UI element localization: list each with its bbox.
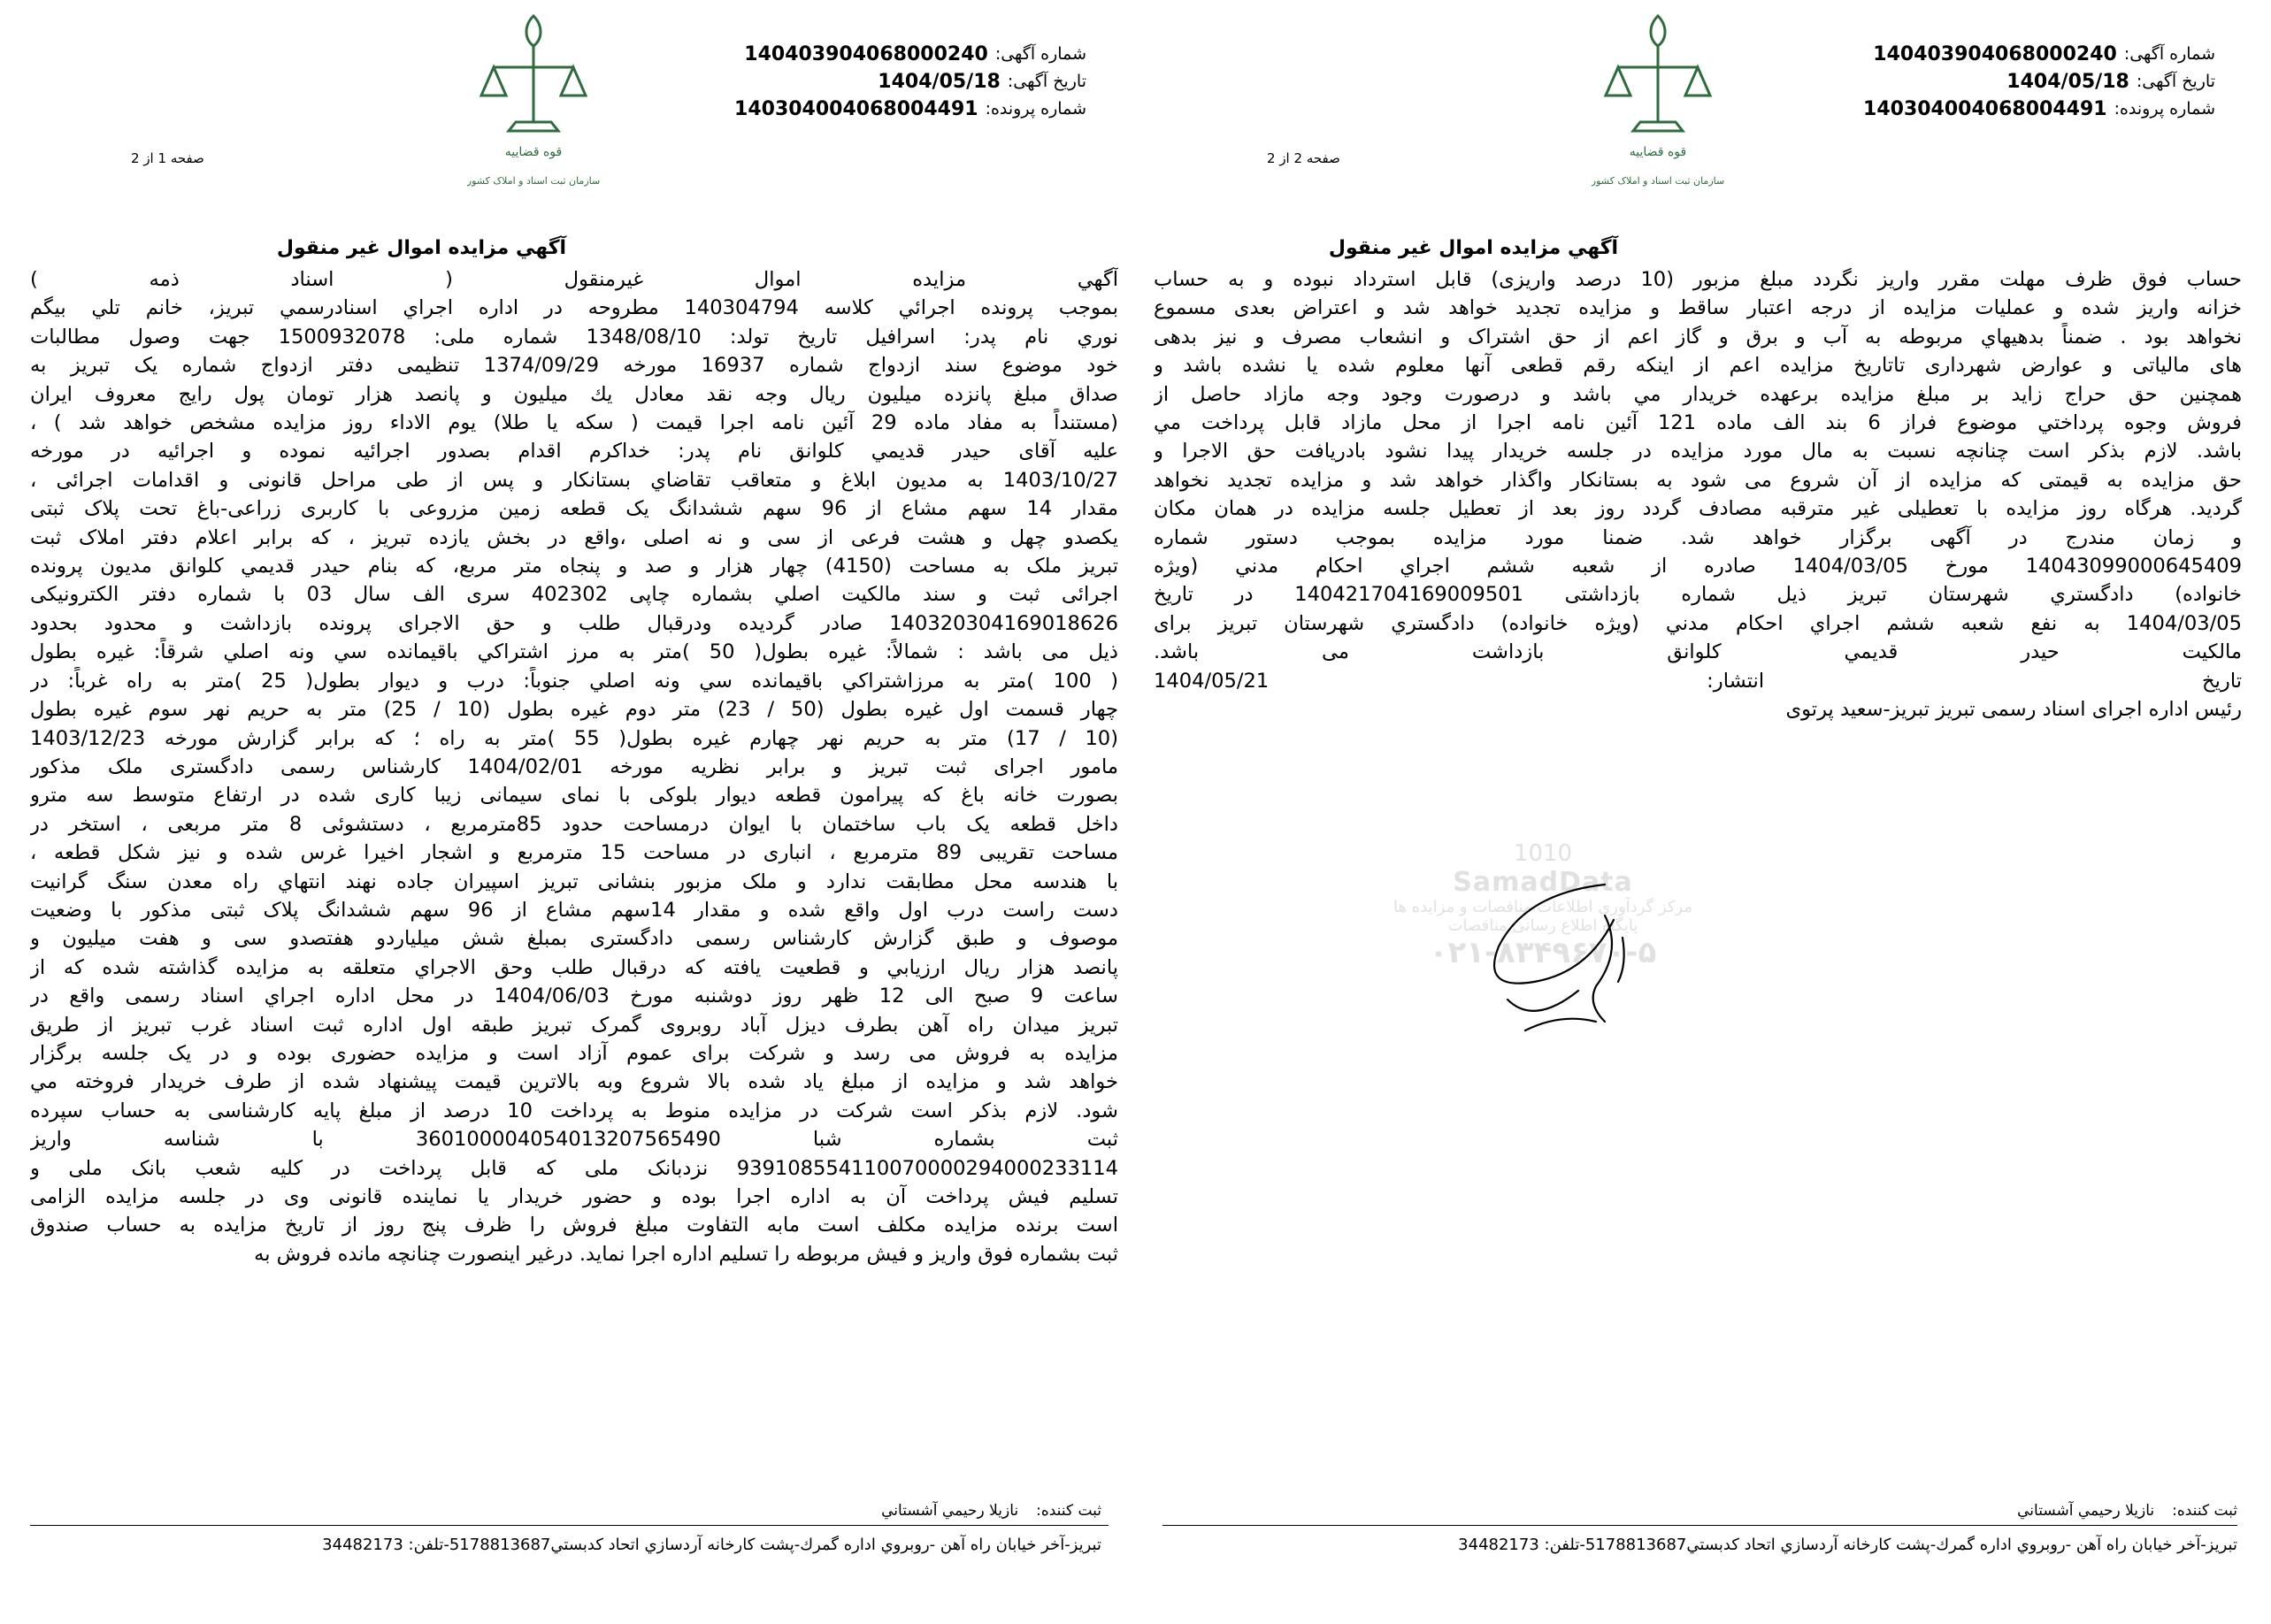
body-line: داخل قطعه يک باب ساختمان با ايوان درمساحت حدود 85مترمربع ، دستشوئی 8 متر مربعی ، استخر در — [30, 812, 1118, 836]
ad-date-label: تاريخ آگهی: — [1007, 72, 1086, 91]
watermark-phone: ۰۲۱-۸۳۴۹۶۷۰-۵ — [1429, 935, 1657, 970]
body-line: ساعت 9 صبح الی 12 ظهر روز دوشنبه مورخ 1404/06/03 در محل اداره اجراي اسناد رسمی واقع در — [30, 984, 1118, 1008]
body-line: مالكيت حيدر قديمي كلوانق بازداشت می باشد. — [1154, 640, 2242, 664]
ad-meta — [715, 41, 1086, 123]
registrar-label: ثبت كننده: — [1036, 1502, 1101, 1520]
case-number: 140304004068004491 — [734, 98, 978, 120]
body-line: بموجب پرونده اجرائي كلاسه 140304794 مطروحه در اداره اجراي اسنادرسمي تبريز، خانم تلي بيگم — [30, 296, 1118, 320]
ad-number-label: شماره آگهی: — [2123, 44, 2215, 64]
registrar-label: ثبت كننده: — [2172, 1502, 2237, 1520]
case-number-label: شماره پرونده: — [985, 99, 1086, 119]
watermark-tagline-2: پایگاه اطلاع رسانی مناقصات — [1447, 916, 1638, 935]
watermark-tagline: مرکز گردآوری اطلاعات مناقصات و مزایده ها — [1393, 898, 1692, 916]
body-line: 1403/10/27 به مديون ابلاغ و متعاقب تقاضاي بستانكار و پس از طی مراحل قانونی و اقدامات اجرائی ، — [30, 468, 1118, 492]
footer-divider — [30, 1525, 1109, 1526]
registrar-name: نازيلا رحيمي آشستاني — [881, 1502, 1019, 1520]
body-line: (مستنداً به مفاد ماده 29 آئين نامه اجرا قيمت ( سكه يا طلا) يوم الاداء روز مزايده مشخص خواهد شد ) ، — [30, 411, 1118, 435]
ad-date: 1404/05/18 — [878, 71, 1001, 93]
page-header — [0, 0, 1135, 212]
body-line: چهار قسمت اول غيره بطول (50 / 23) متر دوم غيره بطول (10 / 25) متر به حريم نهر سوم غيره بطول — [30, 698, 1118, 722]
body-line: (10 / 17) متر به حريم نهر چهارم غيره بطول( 55 )متر به راه ؛ که برابر گزارش مورخه 1403/12/23 — [30, 726, 1118, 750]
body-line: 140320304169018626 صادر گرديده ودرقبال طلب و حق الاجرای پرونده بازداشت و محدود بحدود — [30, 611, 1118, 635]
body-line: 1404/03/05 به نفع شعبه ششم اجراي احكام مدني (ويژه خانواده) دادگستري شهرستان تبريز برای — [1154, 611, 2242, 635]
emblem-org: سازمان ثبت اسناد و املاک کشور — [1592, 175, 1724, 187]
body-line: ثبت بشماره شبا 360100004054013207565490 با شناسه واريز — [30, 1128, 1118, 1152]
body-line: خزانه واريز شده و عمليات مزايده از درجه اعتبار ساقط و مزايده تجديد خواهد شد و اعتراض بعدی مسموع — [1154, 296, 2242, 320]
ad-number-row — [715, 41, 1086, 68]
judiciary-emblem-icon — [1592, 7, 1724, 202]
page-1 — [0, 0, 1135, 1624]
body-line: رئيس اداره اجرای اسناد رسمی تبريز تبريز-سعيد پرتوی — [1785, 698, 2242, 722]
body-line: مامور اجرای ثبت تبريز و برابر نظريه مورخه 1404/02/01 کارشناس رسمی دادگستری ملک مذکور — [30, 755, 1118, 778]
body-line: تاريخ انتشار: 1404/05/21 — [1154, 669, 2242, 693]
body-line: نوري نام پدر: اسرافيل تاريخ تولد: 1348/08/10 شماره ملی: 1500932078 جهت وصول مطالبات — [30, 325, 1118, 349]
body-line: نخواهد بود . ضمناً بدهيهاي مربوطه به آب و برق و گاز اعم از حق اشتراک و انشعاب مصرف و نيز بدهی — [1154, 325, 2242, 349]
ad-number: 140403904068000240 — [744, 43, 988, 65]
body-line: تسليم فيش پرداخت آن به اداره اجرا بوده و حضور خريدار يا نماينده قانونی وی در جلسه مزايده الزامی — [30, 1185, 1118, 1208]
body-line: همچنين حق حراج زايد بر مبلغ مزايده برعهده خريدار مي باشد و درصورت وجود وجه مازاد حاصل از — [1154, 382, 2242, 406]
body-line: بصورت خانه باغ که پيرامون قطعه ديوار بلوکی با نمای سيمانی زيبا کاری شده در ارتفاع متوسط سه مترو — [30, 784, 1118, 808]
page-number: صفحه 1 از 2 — [131, 150, 204, 166]
body-line: تبريز ملک به مساحت (4150) چهار هزار و صد و پنجاه متر مربع، که بنام حيدر قديمي كلوانق مديون پرونده — [30, 555, 1118, 578]
body-line: 14043099000645409 مورخ 1404/03/05 صادره از شعبه ششم اجراي احكام مدني (ويژه — [1154, 555, 2242, 578]
body-line: دست راست درب اول واقع شده و مقدار 14سهم مشاع از 96 سهم ششدانگ پلاک ثبتی مذکور با وضعيت — [30, 898, 1118, 922]
body-line: و زمان مندرج در آگهی برگزار خواهد شد. ضمنا مورد مزايده بموجب دستور شماره — [1154, 525, 2242, 549]
emblem-org: سازمان ثبت اسناد و املاک کشور — [467, 175, 600, 187]
body-line: های مالياتی و عوارض شهرداری تاتاريخ مزايده اعم از اينكه رقم قطعی آنها معلوم شده يا نشده باشد و — [1154, 354, 2242, 378]
case-number: 140304004068004491 — [1863, 98, 2107, 120]
case-number-label: شماره پرونده: — [2114, 99, 2215, 119]
signature-icon — [1472, 867, 1649, 1053]
body-line: ذيل می باشد : شمالاً: غيره بطول( 50 )متر به مرز اشتراکي باقيمانده سي ونه اصلي شرقاً: غيره بطول — [30, 640, 1118, 664]
ad-date-label: تاريخ آگهی: — [2136, 72, 2215, 91]
ad-date-row — [715, 68, 1086, 96]
body-line: است برنده مزايده مكلف است مابه التفاوت مبلغ فروش را ظرف پنج روز از تاريخ مزايده به حساب صندوق — [30, 1214, 1118, 1237]
body-line: صداق مبلغ پانزده ميليون ريال وجه نقد معادل يك ميليون و پانصد هزار تومان پول رايج معروف ايران — [30, 382, 1118, 406]
body-line: آگهي مزايده اموال غيرمنقول ( اسناد ذمه ) — [30, 268, 1118, 291]
ad-number-row — [1826, 41, 2215, 68]
ad-date: 1404/05/18 — [2006, 71, 2129, 93]
emblem-caption: قوه قضاييه — [1629, 145, 1687, 159]
body-line: باشد. لازم بذکر است چنانچه نسبت به مال مورد مزايده در جلسه خريدار پيدا نشود بادريافت حق الاجرا و — [1154, 440, 2242, 463]
body-text — [1154, 265, 2242, 724]
body-text — [30, 265, 1118, 1268]
case-number-row — [715, 96, 1086, 123]
registrar-name: نازيلا رحيمي آشستاني — [2017, 1502, 2155, 1520]
body-line: حساب فوق ظرف مهلت مقرر واريز نگردد مبلغ مزبور (10 درصد واريزی) قابل استرداد نبوده و به حساب — [1154, 268, 2242, 291]
registrar — [881, 1502, 1101, 1520]
ad-number-label: شماره آگهی: — [994, 44, 1086, 64]
body-line: عليه آقای حيدر قديمي كلوانق نام پدر: خداكرم اقدام بصدور اجرائيه نموده و اجرائيه در مورخه — [30, 440, 1118, 463]
body-line: گرديد. هرگاه روز مزايده با تعطيلی غير مترقبه مصادف گردد روز بعد از تعطيل جلسه مزايده در همان مکان — [1154, 497, 2242, 521]
emblem-caption: قوه قضاييه — [504, 145, 563, 159]
body-line: ( 100 )متر به مرزاشتراکي باقيمانده سي ونه اصلي جنوباً: درب و ديوار بطول( 25 )متر به راه غرباً: در — [30, 669, 1118, 693]
body-line: پانصد هزار ريال ارزيابي و قطعيت يافته كه درقبال طلب وحق الاجراي متعلقه به مزايده گذاشته شده كه از — [30, 955, 1118, 979]
body-line: مزايده به فروش می رسد و شرکت برای عموم آزاد است و مزايده حضوری بوده و در يک جلسه برگزار — [30, 1041, 1118, 1065]
page-number: صفحه 2 از 2 — [1267, 150, 1340, 166]
page-title: آگهي مزايده اموال غير منقول — [276, 237, 567, 259]
page-title: آگهي مزايده اموال غير منقول — [1328, 237, 1619, 259]
ad-number: 140403904068000240 — [1873, 43, 2117, 65]
body-line: مقدار 14 سهم مشاع از 96 سهم ششدانگ يک قطعه زمين مزروعی با کاربری زراعی-باغ تحت پلاک ثبتی — [30, 497, 1118, 521]
watermark-year: 1010 — [1513, 840, 1573, 867]
body-line: مساحت تقريبی 89 مترمربع ، انباری در مساحت 15 مترمربع و اشجار اخيرا غرس شده و نيز شکل قطعه ، — [30, 841, 1118, 865]
registrar — [2017, 1502, 2237, 1520]
body-line: يکصدو چهل و هشت فرعی از سی و نه اصلی ،واقع در بخش يازده تبريز ، که برابر اعلام دفتر املاک ثبت — [30, 525, 1118, 549]
body-line: موصوف و طبق گزارش کارشناس رسمی دادگستری بمبلغ شش ميلياردو هفتصدو سی و هفت ميليون و — [30, 927, 1118, 951]
page-2 — [1136, 0, 2271, 1624]
body-line: حق مزايده به قيمتی که مزايده از آن شروع می شود به بستانکار واگذار خواهد شد و مزايده تجديد نخواهد — [1154, 468, 2242, 492]
body-line: خود موضوع سند ازدواج شماره 16937 مورخه 1374/09/29 تنظيمی دفتر ازدواج شماره يک تبريز به — [30, 354, 1118, 378]
body-line: با هندسه محل مطابقت ندارد و ملک مزبور بنشانی تبريز اسپيران جاده نهند انتهاي راه معدن سنگ گرانيت — [30, 869, 1118, 893]
page-footer — [1136, 1502, 2271, 1573]
ad-meta — [1826, 41, 2215, 123]
body-line: فروش وجوه پرداختي موضوع فراز 6 بند الف ماده 121 آئين نامه اجرا از محل مازاد قابل پرداخت مي — [1154, 411, 2242, 435]
watermark-brand: SamadData — [1453, 867, 1633, 898]
footer-address: تبريز-آخر خيابان راه آهن -روبروي اداره گمرك-پشت كارخانه آردسازي اتحاد كدبستي5178813687-تلفن: 34482173 — [1458, 1536, 2237, 1554]
body-line: شود. لازم بذكر است شرکت در مزايده منوط به پرداخت 10 درصد از مبلغ پايه کارشناسی به حساب سپرده — [30, 1099, 1118, 1122]
page-header — [1136, 0, 2271, 212]
body-line: خانواده) دادگستري شهرستان تبريز ذيل شماره بازداشتی 140421704169009501 در تاريخ — [1154, 583, 2242, 607]
judiciary-emblem-icon — [467, 7, 600, 202]
body-line: خواهد شد و مزايده از مبلغ ياد شده بالا شروع وبه بالاترين قيمت پيشنهاد شده از طرف خريدار فروخته مي — [30, 1070, 1118, 1094]
footer-divider — [1162, 1525, 2237, 1526]
ad-date-row — [1826, 68, 2215, 96]
page-footer — [0, 1502, 1135, 1573]
body-line: تبريز ميدان راه آهن بطرف ديزل آباد روبروی گمرک تبريز طبقه اول اداره ثبت اسناد غرب تبريز از طريق — [30, 1013, 1118, 1037]
case-number-row — [1826, 96, 2215, 123]
footer-address: تبريز-آخر خيابان راه آهن -روبروي اداره گمرك-پشت كارخانه آردسازي اتحاد كدبستي5178813687-تلفن: 34482173 — [322, 1536, 1101, 1554]
body-line: ثبت بشماره فوق واريز و فيش مربوطه را تسليم اداره اجرا نمايد. درغير اينصورت چنانچه مانده فروش به — [254, 1242, 1118, 1266]
body-line: اجرائی ثبت و سند مالكيت اصلي بشماره چاپی 402302 سری الف سال 03 با شماره دفتر الکترونيکی — [30, 583, 1118, 607]
body-line: 939108554110070000294000233114 نزدبانک ملی که قابل پرداخت در کليه شعب بانک ملی و — [30, 1156, 1118, 1180]
